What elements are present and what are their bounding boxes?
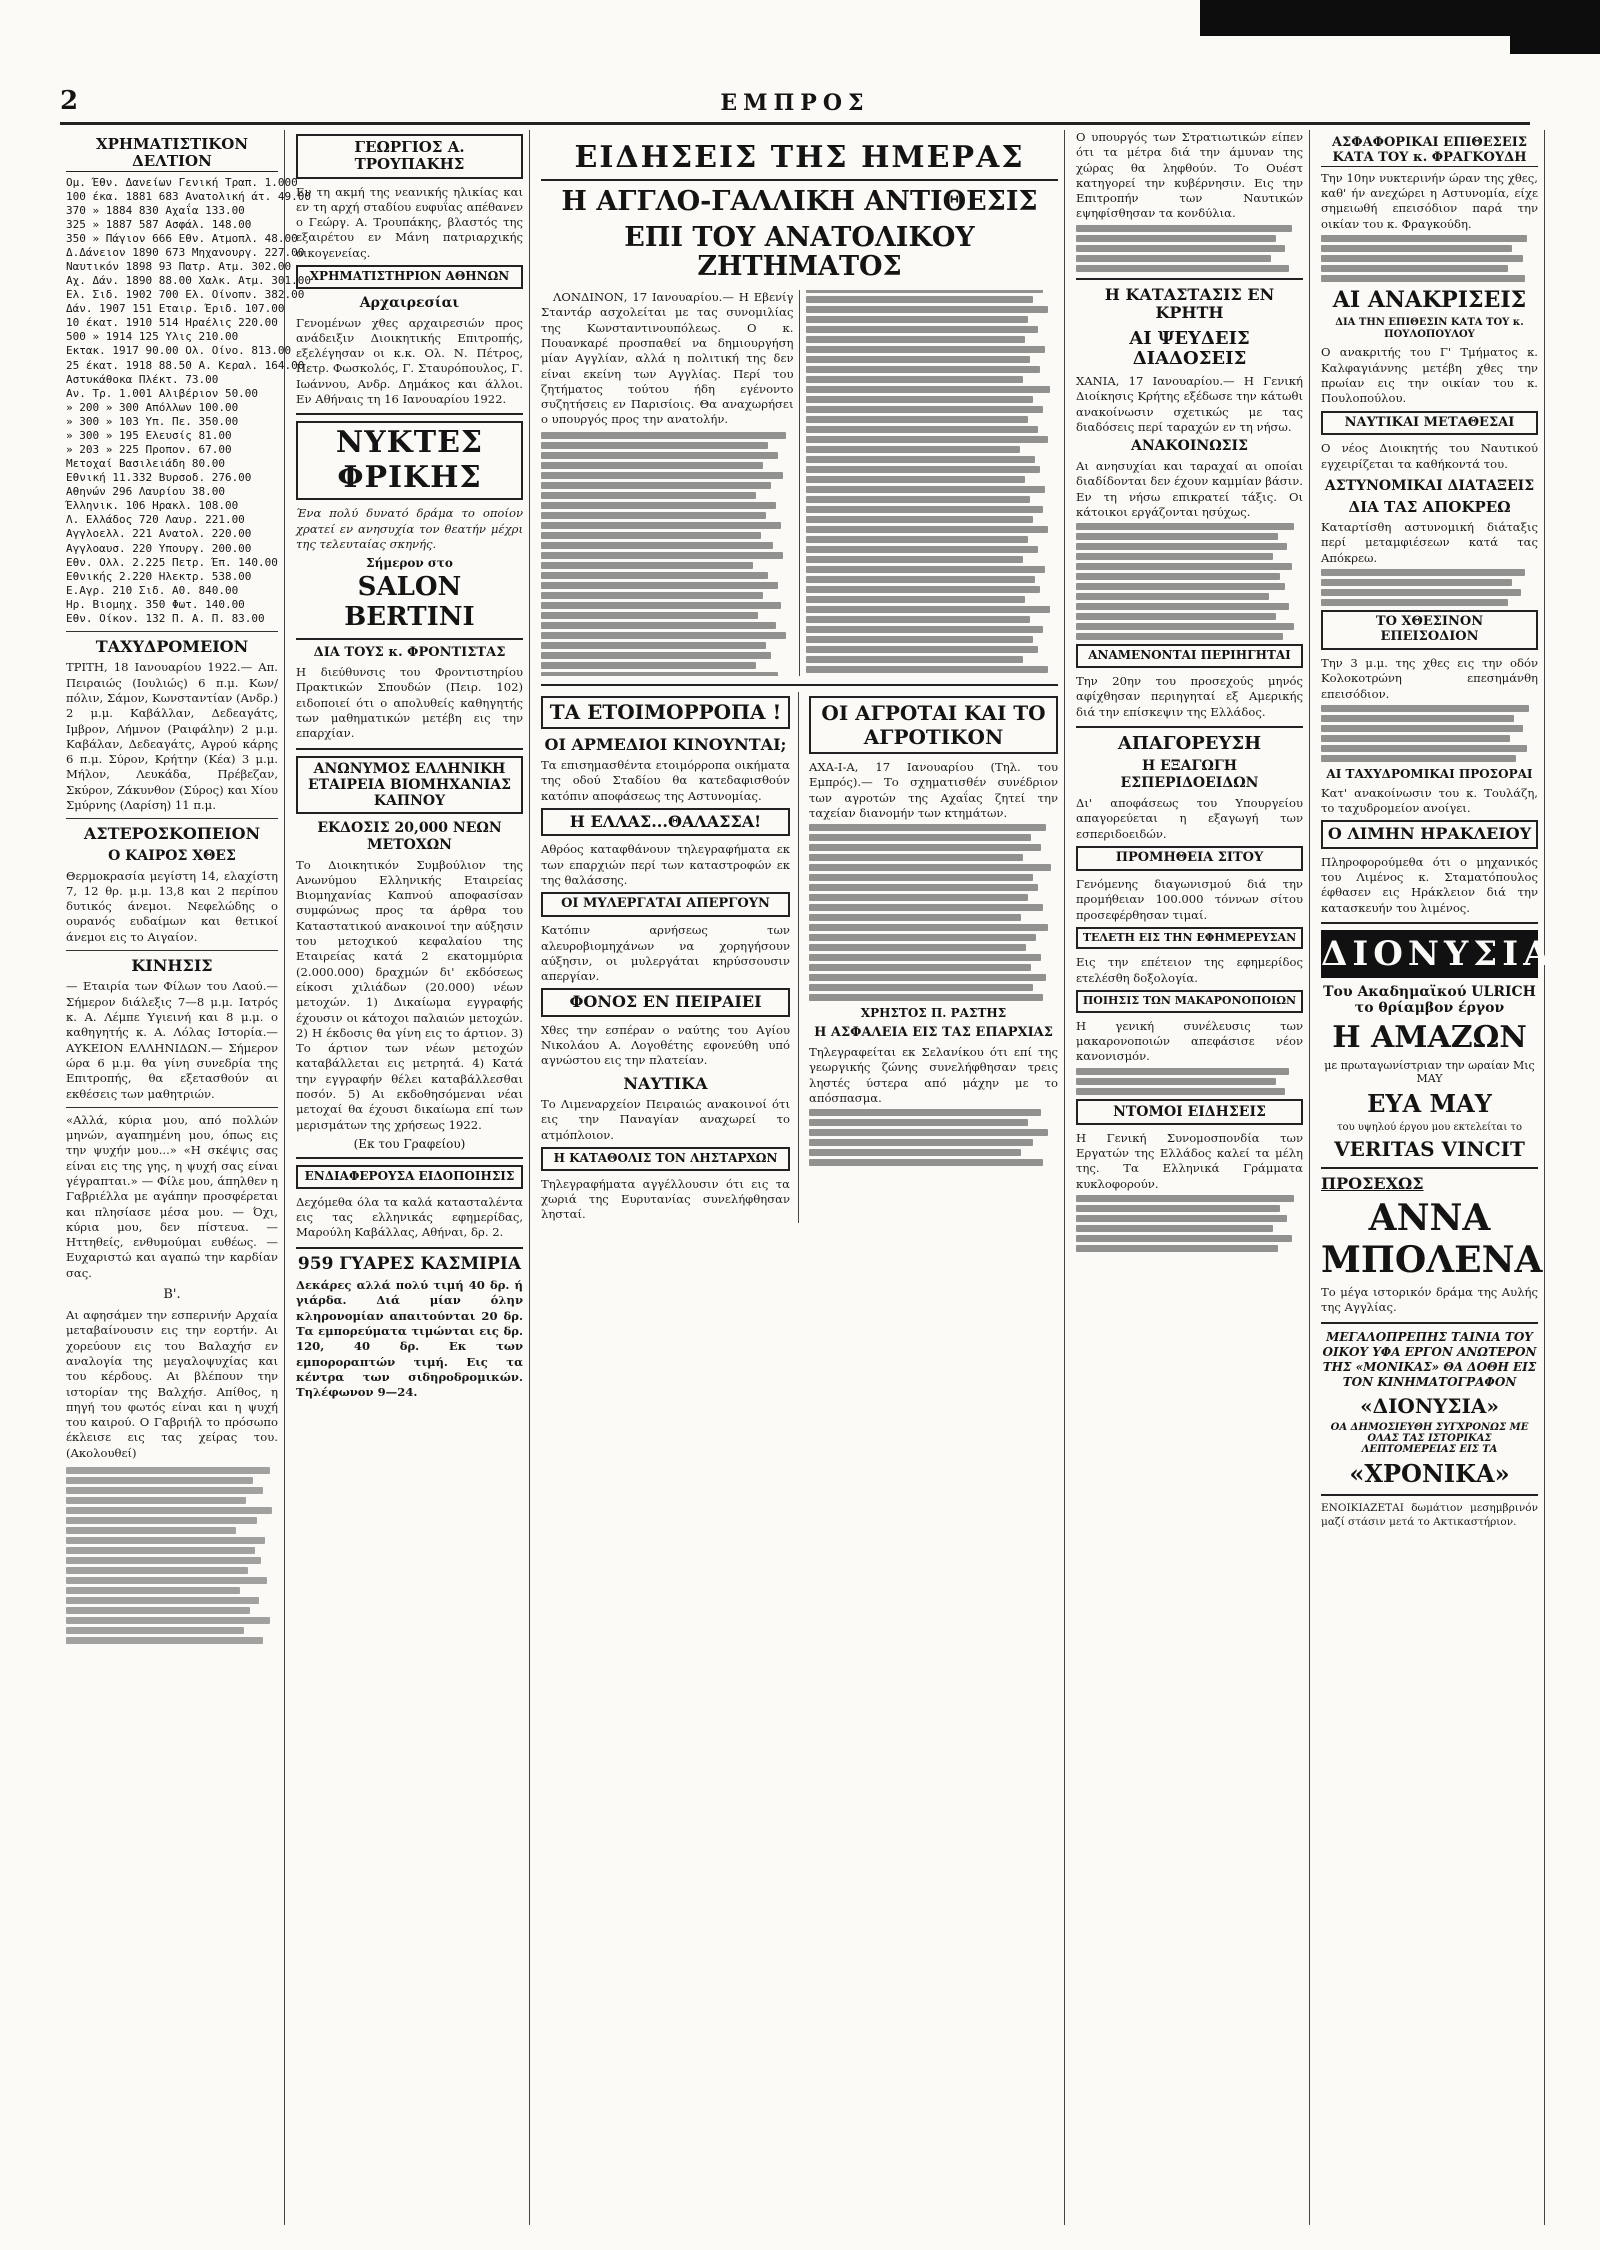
incident-body — [1321, 705, 1538, 762]
column-3 — [535, 130, 1065, 2225]
unsafe-buildings-heading: ΤΑ ΕΤΟΙΜΟΡΡΟΠΑ ! — [541, 696, 790, 729]
provinces-security-heading: Η ΑΣΦΑΛΕΙΑ ΕΙΣ ΤΑΣ ΕΠΑΡΧΙΑΣ — [814, 1025, 1053, 1041]
column-1 — [60, 130, 312, 2225]
dionysia-cinema-ad-title: ΔΙΟΝΥΣΙΑ — [1321, 930, 1538, 978]
millers-strike-heading: ΟΙ ΜΥΛΕΡΓΑΤΑΙ ΑΠΕΡΓΟΥΝ — [541, 892, 790, 917]
dionysia-ad-text: με πρωταγωνίστριαν την ωραίαν Μις MAY — [1324, 1058, 1535, 1085]
stock-table-row: Αν. Τρ. 1.001 Αλιβέριον 50.00 — [66, 386, 259, 400]
bandits-heading: Η ΚΑΤΑΘΟΛΙΣ ΤΟΝ ΛΗΣΤΑΡΧΩΝ — [541, 1147, 790, 1171]
wheat-supply-text: Γενόμενης διαγωνισμού διά την προμήθειαν 100.000 τόννων σίτου προσεφέρθησαν τιμαί. — [1076, 876, 1303, 922]
stock-table-row: » 300 » 103 Υπ. Πε. 350.00 — [66, 414, 239, 428]
publication-notice: ΟΑ ΔΗΜΟΣΙΕΥΘΗ ΣΥΓΧΡΟΝΩΣ ΜΕ ΟΛΑΣ ΤΑΣ ΙΣΤΟΡΙΚΑΣ ΛΕΠΤΟΜΕΡΕΙΑΣ ΕΙΣ ΤΑ — [1330, 1421, 1529, 1455]
notice-text: Δεχόμεθα όλα τα καλά κατασταλέντα εις τας ελληνικάς εφημερίδας, Μαρούλη Καβάλλας, Αθήναι, δρ. 2. — [296, 1194, 523, 1240]
tutors-text: Η διεύθυνσις του Φροντιστηρίου Πρακτικών Σπουδών (Πειρ. 102) ειδοποιεί ότι ο απολυθείς καθηγητής των μαθηματικών μετέβη εις την επαρχίαν. — [296, 665, 523, 741]
provinces-security-text: Τηλεγραφείται εκ Σελανίκου ότι επί της γεωργικής ζώνης συνελήφθησαν τρεις ληστές ύστερα από μάχην με το απόσπασμα. — [809, 1045, 1058, 1105]
farmers-signature: ΧΡΗΣΤΟΣ Π. ΡΑΣΤΗΣ — [860, 1006, 1007, 1021]
heraklion-port-text: Πληροφορούμεθα ότι ο μηχανικός του Λιμένος κ. Σταματόπουλος έφθασεν εις Ηράκλειον διά την κατασκευήν του λιμένος. — [1321, 854, 1538, 915]
stock-table-row: Εθνικής 2.220 Ηλεκτρ. 538.00 — [66, 569, 252, 583]
obituary-text: Εν τη ακμή της νεανικής ηλικίας και εν τη αρχή σταδίου ευφυΐας απέθανεν ο Γεώργ. Α. Τρουπάκης, βλαστός της εξαιρέτου εν Μάνη πατριαρχικής οικογενείας. — [296, 184, 523, 260]
stock-table-row: Μετοχαί Βασιλειάδη 80.00 — [66, 457, 225, 471]
stock-table-row: » 203 » 225 Προπον. 67.00 — [66, 442, 232, 456]
stock-table-row: Ομ. Έθν. Δανείων Γενική Τραπ. 1.000 — [66, 175, 298, 189]
cashmere-ad-text: Δεκάρες αλλά πολύ τιμή 40 δρ. ή γιάρδα. Διά μίαν όλην κληρονομίαν απαιτούνται 20 δρ. Τα εμπορεύματα τιμώνται εις δρ. 120, 40 δρ. Εκ των εμποροραπτών τιμή. Εις τα κέντρα των σιδηροδρομικών. Τηλέφωνον 9—24. — [296, 1278, 523, 1400]
crete-situation-heading: Η ΚΑΤΑΣΤΑΣΙΣ ΕΝ ΚΡΗΤΗ — [1104, 284, 1275, 323]
millers-strike-text: Κατόπιν αρνήσεως των αλευροβιομηχάνων να χορηγήσουν αύξησιν, οι μυλεργάται κηρύσσουσιν απεργίαν. — [541, 923, 790, 984]
main-headline-2: ΕΠΙ ΤΟΥ ΑΝΑΤΟΛΙΚΟΥ ΖΗΤΗΜΑΤΟΣ — [624, 221, 975, 283]
short-news-subcolumn — [541, 692, 799, 1223]
tourists-text: Την 20ην του προσεχούς μηνός αφίχθησαν περιηγηταί εξ Αμερικής διά την επίσκεψιν της Ελλάδος. — [1076, 673, 1303, 719]
share-issue-text: Το Διοικητικόν Συμβούλιον της Ανωνύμου Ελληνικής Εταιρείας Βιομηχανίας Καπνού αποφασίσαν συμφώνως προς τα άρθρα του Καταστατικού ανακοινοί την αύξησιν του μετοχικού κεφαλαίου της Εταιρείας κατά 2 εκατομμύρια (2.000.000) δραχμών δι' εκδόσεως είκοσι χιλιάδων (20.000) νέων μετοχών. 1) Δικαίωμα εγγραφής έχουσιν οι κάτοχοι παλαιών μετοχών. 2) Η έκδοσις θα γίνη εις το άρτιον. 3) Το άρτιον των νέων μετοχών καταβάλλεται εις μετρητά. 4) Κατά την εγγραφήν θέλει καταβάλλεσθαι ποσόν. 5) Αι εκδοθησόμεναι νέαι μετοχαί θα έχουσι δικαίωμα επί των μερισμάτων της χρήσεως 1922. — [296, 857, 523, 1132]
naval-transfers-heading: ΝΑΥΤΙΚΑΙ ΜΕΤΑΘΕΣΑΙ — [1321, 411, 1538, 436]
stock-table-row: Ναυτικόν 1898 93 Πατρ. Ατμ. 302.00 — [66, 259, 292, 273]
observatory-heading: ΑΣΤΕΡΟΣΚΟΠΕΙΟΝ — [83, 824, 261, 844]
pasta-makers-heading: ΠΟΙΗΣΙΣ ΤΩΝ ΜΑΚΑΡΟΝΟΠΟΙΩΝ — [1076, 990, 1303, 1013]
piraeus-murder-heading: ΦΟΝΟΣ ΕΝ ΠΕΙΡΑΙΕΙ — [541, 988, 790, 1016]
investigations-heading: ΑΙ ΑΝΑΚΡΙΣΕΙΣ — [1332, 287, 1527, 314]
notice-heading: ΕΝΔΙΑΦΕΡΟΥΣΑ ΕΙΔΟΠΟΙΗΣΙΣ — [296, 1165, 523, 1189]
film-star-name: ΕΥΑ ΜΑΥ — [1367, 1088, 1492, 1118]
stock-table-row: Έλληνικ. 106 Ηρακλ. 108.00 — [66, 499, 239, 513]
elections-subheading: Αρχαιρεσίαι — [359, 294, 460, 311]
provinces-security-body — [809, 1109, 1058, 1166]
feature-film-ad: ΜΕΓΑΛΟΠΡΕΠΗΣ ΤΑΙΝΙΑ ΤΟΥ ΟΙΚΟΥ ΥΦΑ ΕΡΓΟΝ ΑΝΩΤΕΡΟΝ ΤΗΣ «ΜΟΝΙΚΑΣ» ΘΑ ΔΟΘΗ ΕΙΣ ΤΟΝ ΚΙΝΗΜΑΤΟΓΡΑΦΟΝ — [1322, 1329, 1537, 1389]
police-orders-heading: ΑΣΤΥΝΟΜΙΚΑΙ ΔΙΑΤΑΞΕΙΣ — [1324, 478, 1535, 495]
incident-heading: ΤΟ ΧΘΕΣΙΝΟΝ ΕΠΕΙΣΟΔΙΟΝ — [1321, 610, 1538, 650]
unsafe-buildings-text: Τα επισημασθέντα ετοιμόρροπα οικήματα της οδού Σταδίου θα κατεδαφισθούν κατόπιν αποφάσεως της Αστυνομίας. — [541, 758, 790, 803]
stock-table-row: » 300 » 195 Ελευσίς 81.00 — [66, 428, 232, 442]
film-motto: VERITAS VINCIT — [1334, 1136, 1525, 1161]
heraklion-port-heading: Ο ΛΙΜΗΝ ΗΡΑΚΛΕΙΟΥ — [1321, 820, 1538, 848]
ceremony-text: Εις την επέτειον της εφημερίδος ετελέσθη δοξολογία. — [1076, 955, 1303, 985]
stock-table-row: Εκτακ. 1917 90.00 Ολ. Οίνο. 813.00 — [66, 344, 292, 358]
share-issue-subheading: ΕΚΔΟΣΙΣ 20,000 ΝΕΩΝ ΜΕΤΟΧΩΝ — [317, 819, 502, 853]
farmers-text: ΑΧΑ-Ι-Α, 17 Ιανουαρίου (Τηλ. του Εμπρός).— Το σχηματισθέν συνέδριον των αγροτών της Αχαΐας ζητεί την ταχείαν διανομήν των κτημάτων. — [809, 759, 1058, 820]
brief-news-heading: ΝΤΟΜΟΙ ΕΙΔΗΣΕΙΣ — [1076, 1099, 1303, 1125]
cinema-ad-text: Ένα πολύ δυνατό δράμα το οποίον χρατεί εν ανησυχία τον θεατήν μέχρι της τελευταίας σκηνής. — [296, 506, 523, 551]
dionysia-ad-intro: Του Ακαδημαϊκού ULRICH το θρίαμβον έργον — [1323, 983, 1536, 1016]
weather-text: Θερμοκρασία μεγίστη 14, ελαχίστη 7, 12 θρ. μ.μ. 13,8 και 2 περίπου δυτικός άνεμοι. Νεφελώδης ο ουρανός ευδαίμων και θετικοί άνεμοι εις το Αιγαίον. — [66, 868, 278, 944]
investigations-subheading: ΔΙΑ ΤΗΝ ΕΠΙΘΕΣΙΝ ΚΑΤΑ ΤΟΥ κ. ΠΟΥΛΟΠΟΥΛΟΥ — [1335, 317, 1524, 341]
tobacco-company-heading: ΑΝΩΝΥΜΟΣ ΕΛΛΗΝΙΚΗ ΕΤΑΙΡΕΙΑ ΒΙΟΜΗΧΑΝΙΑΣ ΚΑΠΝΟΥ — [296, 756, 523, 814]
stock-table-row: 325 » 1887 587 Ασφάλ. 148.00 — [66, 217, 252, 231]
incident-text: Την 3 μ.μ. της χθες εις την οδόν Κολοκοτρώνη επεσημάνθη επεισόδιον. — [1321, 655, 1538, 701]
brief-news-text: Η Γενική Συνομοσπονδία των Εργατών της Ελλάδος καλεί τα μέλη της. Τα Ελληνικά Γράμματα κυκλοφορούν. — [1076, 1130, 1303, 1191]
newspaper-name: ΕΜΠΡΟΣ — [720, 90, 870, 116]
piraeus-murder-text: Χθες την εσπέραν ο ναύτης του Αγίου Νικολάου Α. Λογοθέτης εφονεύθη υπό αγνώστου εις την πλατείαν. — [541, 1022, 790, 1068]
attacks-heading: ΑΣΦΑΦΟΡΙΚΑΙ ΕΠΙΘΕΣΕΙΣ ΚΑΤΑ ΤΟΥ κ. ΦΡΑΓΚΟΥΔΗ — [1321, 136, 1538, 167]
farmers-subcolumn — [809, 692, 1058, 1223]
serial-story-text-2: Αι αφησάμεν την εσπερινήν Αρχαία μεταβαίνουσιν εις την εορτήν. Αι χορεύουν εις του Βαλαχήσ εν αναλογία της μεγαλοψυχίας και του κέρδους. Αι βλέπουν την ιστορίαν της Βαλχήσ. Απίθος, η πηγή του φωτός είναι και η ψυχή του καιρού. Ο Γαβριήλ το πρόσωπο έκλεισε εις τας χείρας του. (Ακολουθεί) — [66, 1308, 278, 1460]
share-issue-signature: (Εκ του Γραφείου) — [353, 1136, 466, 1151]
scan-edge-ink — [1510, 36, 1600, 54]
obituary-heading: ΓΕΩΡΓΙΟΣ Α. ΤΡΟΥΠΑΚΗΣ — [296, 134, 523, 179]
naval-text: Το Λιμεναρχείον Πειραιώς ανακοινοί ότι εις την Παναγίαν αναχωρεί το ατμόπλοιον. — [541, 1097, 790, 1142]
masthead — [60, 82, 1530, 125]
cinema-ad-when: Σήμερον στο — [366, 556, 453, 571]
carnival-heading: ΔΙΑ ΤΑΣ ΑΠΟΚΡΕΩ — [1348, 498, 1511, 517]
elections-text: Γενομένων χθες αρχαιρεσιών προς ανάδειξιν Διοικητικής Επιτροπής, εξελέγησαν οι κ.κ. Ολ. Ν. Πέτρος, Πετρ. Φωσκολός, Γ. Σταυρόπουλος, Γ. Ιωάννου, Ανδρ. Δημάκος και άλλοι. Εν Αθήναις τη 16 Ιανουαρίου 1922. — [296, 315, 523, 407]
serial-story-text: «Αλλά, κύρια μου, από πολλών μηνών, αγαπημένη μου, όπως εις την ψυχήν μου...» «Η σκέψις σας είναι εις της γης, η ψυχή σας είναι γέγραπται.» — Φίλε μου, άπηλθεν η Γαβριέλλα με αγάπην προσφέρεται και πλησίασε μέσα μου. — Όχι, κύρια μου, δεν πίστευα. — Ηττηθείς, ενθυμούμαι ευθέως. — Ευχαριστώ και αγαπώ την καρδίαν σας. — [66, 1112, 278, 1280]
farmers-body — [809, 824, 1058, 1001]
stock-table-row: Ηρ. Βιομηχ. 350 Φωτ. 140.00 — [66, 597, 245, 611]
postal-text: Κατ' ανακοίνωσιν του κ. Τουλάζη, το ταχυδρομείον ανοίγει. — [1321, 785, 1538, 815]
attacks-body — [1321, 235, 1538, 282]
crete-situation-text: ΧΑΝΙΑ, 17 Ιανουαρίου.— Η Γενική Διοίκησις Κρήτης εξέδωσε την κάτωθι ανακοίνωσιν σχετικώς με τας διαδόσεις περί ταραχών εν τη νήσω. — [1076, 373, 1303, 434]
lead-article-text: ΛΟΝΔΙΝΟΝ, 17 Ιανουαρίου.— Η Εβενίγ Σταντάρ ασχολείται με τας συνομιλίας της Κωνσταντινουπόλεως. Ο κ. Πουανκαρέ προσπαθεί να δημιουργήση μίαν Αγγλίαν, αλλά η πολιτική της δεν είναι εκείνη των Αγγλίας. Περί του ζητήματος τούτου ήδη εγένοντο συζητήσεις εν Παρισίοις. Θα αναχωρήσει ο υπουργός προς την ανατολήν. — [541, 290, 794, 427]
film-title-amazon: Η ΑΜΑΖΩΝ — [1332, 1019, 1527, 1055]
ceremony-heading: ΤΕΛΕΤΗ ΕΙΣ ΤΗΝ ΕΦΗΜΕΡΕΥΣΑΝ — [1076, 927, 1303, 950]
cashmere-ad-heading: 959 ΓΥΑΡΕΣ ΚΑΣΜΙΡΙΑ — [297, 1253, 522, 1274]
attacks-text: Την 10ην νυκτερινήν ώραν της χθες, καθ' ήν ανεχώρει η Αστυνομία, είχε σημειωθή επεισόδιον παρά την οικίαν του κ. Φραγκούδη. — [1321, 170, 1538, 231]
stock-table — [66, 175, 312, 627]
classified-ad: ΕΝΟΙΚΙΑΖΕΤΑΙ δωμάτιον μεσημβρινόν μαζί στάσιν μετά το Ακτικαστήριον. — [1321, 1501, 1538, 1528]
announcement-heading: ΑΝΑΚΟΙΝΩΣΙΣ — [1130, 438, 1249, 455]
naval-heading: ΝΑΥΤΙΚΑ — [623, 1073, 708, 1093]
police-orders-text: Καταρτίσθη αστυνομική διάταξις περί μεταμφιέσεων κατά τας Απόκρεω. — [1321, 520, 1538, 565]
false-rumours-heading: ΑΙ ΨΕΥΔΕΙΣ ΔΙΑΔΟΣΕΙΣ — [1129, 327, 1250, 370]
stock-table-row: 25 έκατ. 1918 88.50 Α. Κεραλ. 164.00 — [66, 358, 305, 372]
stock-table-row: 370 » 1884 830 Αχαΐα 133.00 — [66, 203, 245, 217]
stock-table-row: Δ.Δάνειον 1890 673 Μηχανουργ. 227.00 — [66, 245, 305, 259]
cinema-ad-title: ΝΥΚΤΕΣ ΦΡΙΚΗΣ — [296, 421, 523, 500]
page-number: 2 — [60, 86, 79, 116]
military-news-text: Ο υπουργός των Στρατιωτικών είπεν ότι τα μέτρα διά την άμυναν της χώρας θα ληφθούν. Το Ουέστ κατηγορεί την κυβέρνησιν. Εις την Επιτροπήν των Ναυτικών εψηφίσθησαν τα κονδύλια. — [1076, 130, 1303, 221]
stock-table-row: Ελ. Σιδ. 1902 700 Ελ. Οίνοπν. 382.00 — [66, 288, 305, 302]
unsafe-buildings-subheading: ΟΙ ΑΡΜΕΔΙΟΙ ΚΙΝΟΥΝΤΑΙ; — [544, 734, 787, 754]
postal-heading: ΑΙ ΤΑΧΥΔΡΟΜΙΚΑΙ ΠΡΟΣΟΡΑΙ — [1326, 766, 1533, 781]
movements-heading: ΚΙΝΗΣΙΣ — [131, 956, 213, 976]
column-4 — [1070, 130, 1310, 2225]
stock-table-row: Εθν. Ολλ. 2.225 Πετρ. Έπ. 140.00 — [66, 555, 278, 569]
scan-edge-ink — [1200, 0, 1600, 36]
farmers-heading: ΟΙ ΑΓΡΟΤΑΙ ΚΑΙ ΤΟ ΑΓΡΟΤΙΚΟΝ — [809, 696, 1058, 754]
post-office-heading: ΤΑΧΥΔΡΟΜΕΙΟΝ — [95, 637, 249, 656]
stock-table-row: Εθν. Οίκον. 132 Π. Α. Π. 83.00 — [66, 611, 265, 625]
weather-title: Ο ΚΑΙΡΟΣ ΧΘΕΣ — [108, 847, 236, 864]
stock-table-row: 350 » Πάγιον 666 Εθν. Ατμοπλ. 48.00 — [66, 231, 298, 245]
military-news-body — [1076, 225, 1303, 272]
stock-table-row: Εθνική 11.332 Βυρσοδ. 276.00 — [66, 471, 252, 485]
publication-name: «ΧΡΟΝΙΚΑ» — [1349, 1458, 1510, 1488]
movements-text: — Εταιρία των Φίλων του Λαού.— Σήμερον διάλεξις 7—8 μ.μ. Ιατρός κ. Α. Λέμπε Υγιεινή και 8 μ.μ. ο καθηγητής κ. Α. Λόλας Ιστορία.— ΑΥΚΕΙΟΝ ΕΛΛΗΝΙΔΩΝ.— Σήμερον ώρα 6 μ.μ. θα γίνη συνεδρία της Επιτροπής, θα εξετασθούν αι εκθέσεις των μαθητριών. — [66, 979, 278, 1101]
faded-column-text — [66, 1467, 278, 1644]
stock-exchange-heading: ΧΡΗΜΑΤΙΣΤΗΡΙΟΝ ΑΘΗΝΩΝ — [296, 265, 523, 289]
stock-bulletin-heading: ΧΡΗΜΑΤΙΣΤΙΚΟΝ ΔΕΛΤΙΟΝ — [66, 136, 278, 172]
stock-table-row: Αγγλοελλ. 221 Ανατολ. 220.00 — [66, 527, 252, 541]
cinema-ad-venue: SALON BERTINI — [344, 572, 475, 633]
stock-table-row: » 200 » 300 Απόλλων 100.00 — [66, 400, 239, 414]
stock-table-row: 10 έκατ. 1910 514 Ηραέλις 220.00 — [66, 316, 278, 330]
investigations-text: Ο ανακριτής του Γ' Τμήματος κ. Καλφαγιάννης μετέβη χθες την πρωίαν εις την οικίαν του κ. Πουλοπούλου. — [1321, 345, 1538, 406]
stock-table-row: Αγγλοαυσ. 220 Υπουργ. 200.00 — [66, 541, 252, 555]
stock-table-row: Αστυκάθοκα Πλέκτ. 73.00 — [66, 372, 219, 386]
stock-table-row: Λ. Ελλάδος 720 Λαυρ. 221.00 — [66, 513, 245, 527]
citrus-export-heading: Η ΕΞΑΓΩΓΗ ΕΣΠΕΡΙΔΟΕΙΔΩΝ — [1120, 758, 1259, 792]
post-office-text: ΤΡΙΤΗ, 18 Ιανουαρίου 1922.— Απ. Πειραιώς (Ιουλιώς) 6 π.μ. Κων/πόλιν, Σάμον, Κωνσταντίαν (Ανδρ.) 2 μ.μ. Καβάλλαν, Δεδεαγάτς, Ιμβρον, Λήμνον (Ραιφάλην) 2 μ.μ. Καβάλαν, Δεδεαγάτς, Αγρού κάρης 6 π.μ. Σύρον, Κρήτην (Κέα) 3 μ.μ. Μήλον, Λευκάδα, Πρέβεζαν, Σκύρον, Ζάκυνθον (Σύρος) και Χίου Σμύρνης (Λαρίση) 11 π.μ. — [66, 660, 278, 813]
ban-heading: ΑΠΑΓΟΡΕΥΣΗ — [1117, 732, 1262, 754]
brief-news-body — [1076, 1195, 1303, 1252]
column-2 — [290, 130, 530, 2225]
section-separator: Β'. — [163, 1287, 181, 1303]
main-headline: Η ΑΓΓΛΟ-ΓΑΛΛΙΚΗ ΑΝΤΙΘΕΣΙΣ — [561, 186, 1038, 217]
pasta-makers-text: Η γενική συνέλευσις των μακαρονοποιών απεφάσισε νέον κανονισμόν. — [1076, 1018, 1303, 1064]
anna-bolena-text: Το μέγα ιστορικόν δράμα της Αυλής της Αγγλίας. — [1321, 1285, 1538, 1315]
pasta-makers-body — [1076, 1068, 1303, 1095]
coming-soon-label: ΠΡΟΣΕΧΩΣ — [1321, 1173, 1424, 1193]
daily-news-banner: ΕΙΔΗΣΕΙΣ ΤΗΣ ΗΜΕΡΑΣ — [541, 140, 1058, 181]
dionysia-ad-text-2: του υψηλού έργου μου εκτελείται το — [1337, 1121, 1522, 1133]
stock-table-row: Αθηνών 296 Λαυρίου 38.00 — [66, 485, 225, 499]
wheat-supply-heading: ΠΡΟΜΗΘΕΙΑ ΣΙΤΟΥ — [1076, 846, 1303, 871]
naval-transfers-text: Ο νέος Διοικητής του Ναυτικού εγχειρίζεται τα καθήκοντά του. — [1321, 441, 1538, 471]
feature-film-venue: «ΔΙΟΝΥΣΙΑ» — [1360, 1393, 1499, 1418]
stock-table-row: 500 » 1914 125 Υλις 210.00 — [66, 330, 239, 344]
announcement-body — [1076, 523, 1303, 640]
stock-table-row: Ε.Αγρ. 210 Σιδ. Α0. 840.00 — [66, 583, 239, 597]
film-anna-bolena: ΑΝΝΑ ΜΠΟΛΕΝΑ — [1321, 1197, 1543, 1282]
stock-table-row: 100 έκα. 1881 683 Ανατολική άτ. 49.00 — [66, 189, 312, 203]
tutors-heading: ΔΙΑ ΤΟΥΣ κ. ΦΡΟΝΤΙΣΤΑΣ — [313, 645, 506, 661]
greece-sea-text: Αθρόος καταφθάνουν τηλεγραφήματα εκ των επαρχιών περί των καταστροφών εκ της θαλάσσης. — [541, 842, 790, 887]
citrus-export-text: Δι' αποφάσεως του Υπουργείου απαγορεύεται η εξαγωγή των εσπεριδοειδών. — [1076, 796, 1303, 841]
stock-table-row: Δάν. 1907 151 Εταιρ. Έριδ. 107.00 — [66, 302, 285, 316]
lead-article — [541, 290, 1058, 676]
column-5 — [1315, 130, 1555, 2225]
tourists-heading: ΑΝΑΜΕΝΟΝΤΑΙ ΠΕΡΙΗΓΗΤΑΙ — [1076, 644, 1303, 668]
bandits-text: Τηλεγραφήματα αγγέλλουσιν ότι εις τα χωριά της Ευρυτανίας συνελήφθησαν λησταί. — [541, 1176, 790, 1222]
greece-sea-heading: Η ΕΛΛΑΣ...ΘΑΛΑΣΣΑ! — [541, 808, 790, 836]
stock-table-row: Αχ. Δάν. 1890 88.00 Χαλκ. Ατμ. 301.00 — [66, 274, 312, 288]
police-orders-body — [1321, 569, 1538, 606]
announcement-text: Αι ανησυχίαι και ταραχαί αι οποίαι διαδίδονται δεν έχουν καμμίαν βάσιν. Εν τη νήσω επικρατεί τάξις. Οι κάτοικοι εργάζονται ησύχως. — [1076, 458, 1303, 519]
